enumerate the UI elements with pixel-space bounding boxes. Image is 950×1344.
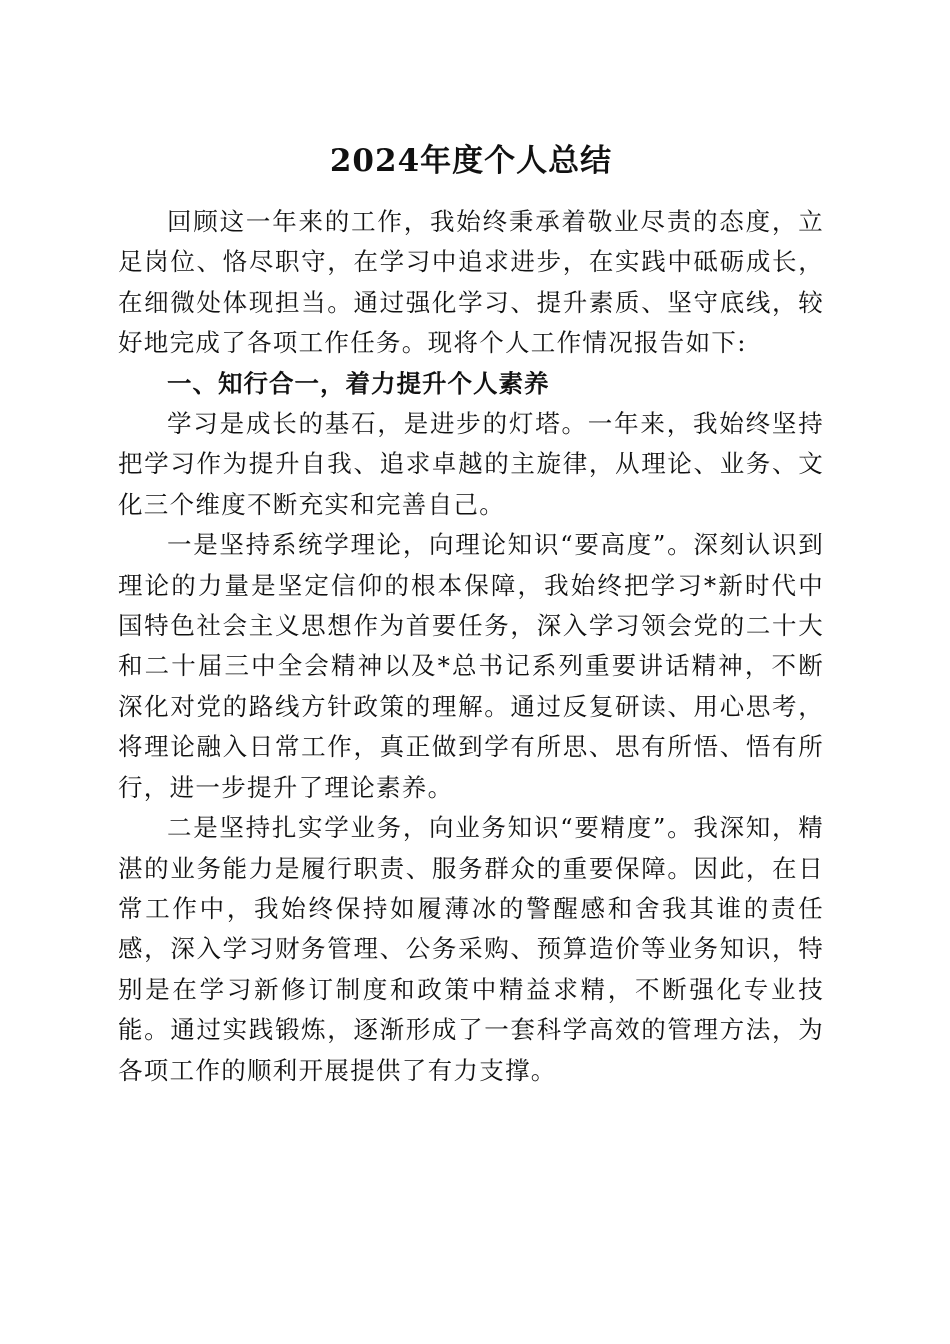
intro-paragraph: 回顾这一年来的工作，我始终秉承着敬业尽责的态度，立足岗位、恪尽职守，在学习中追求进步，在实践中砥砺成长，在细微处体现担当。通过强化学习、提升素质、坚守底线，较好地完成了各项工作任务。现将个人工作情况报告如下: <box>118 207 824 358</box>
section-heading: 一、知行合一，着力提升个人素养 <box>167 368 550 398</box>
section-paragraph-2: 一是坚持系统学理论，向理论知识“要高度”。深刻认识到理论的力量是坚定信仰的根本保障，我始终把学习*新时代中国特色社会主义思想作为首要任务，深入学习领会党的二十大和二十届三中全会精神以及*总书记系列重要讲话精神，不断深化对党的路线方针政策的理解。通过反复研读、用心思考，将理论融入日常工作，真正做到学有所思、思有所悟、悟有所行，进一步提升了理论素养。 <box>118 530 824 802</box>
section-paragraph-3: 二是坚持扎实学业务，向业务知识“要精度”。我深知，精湛的业务能力是履行职责、服务群众的重要保障。因此，在日常工作中，我始终保持如履薄冰的警醒感和舍我其谁的责任感，深入学习财务管理、公务采购、预算造价等业务知识，特别是在学习新修订制度和政策中精益求精，不断强化专业技能。通过实践锻炼，逐渐形成了一套科学高效的管理方法，为各项工作的顺利开展提供了有力支撑。 <box>118 813 824 1085</box>
document-body <box>118 138 824 1091</box>
document-title: 2024年度个人总结 <box>329 143 613 179</box>
section-paragraph-1: 学习是成长的基石，是进步的灯塔。一年来，我始终坚持把学习作为提升自我、追求卓越的主旋律，从理论、业务、文化三个维度不断充实和完善自己。 <box>118 409 824 519</box>
